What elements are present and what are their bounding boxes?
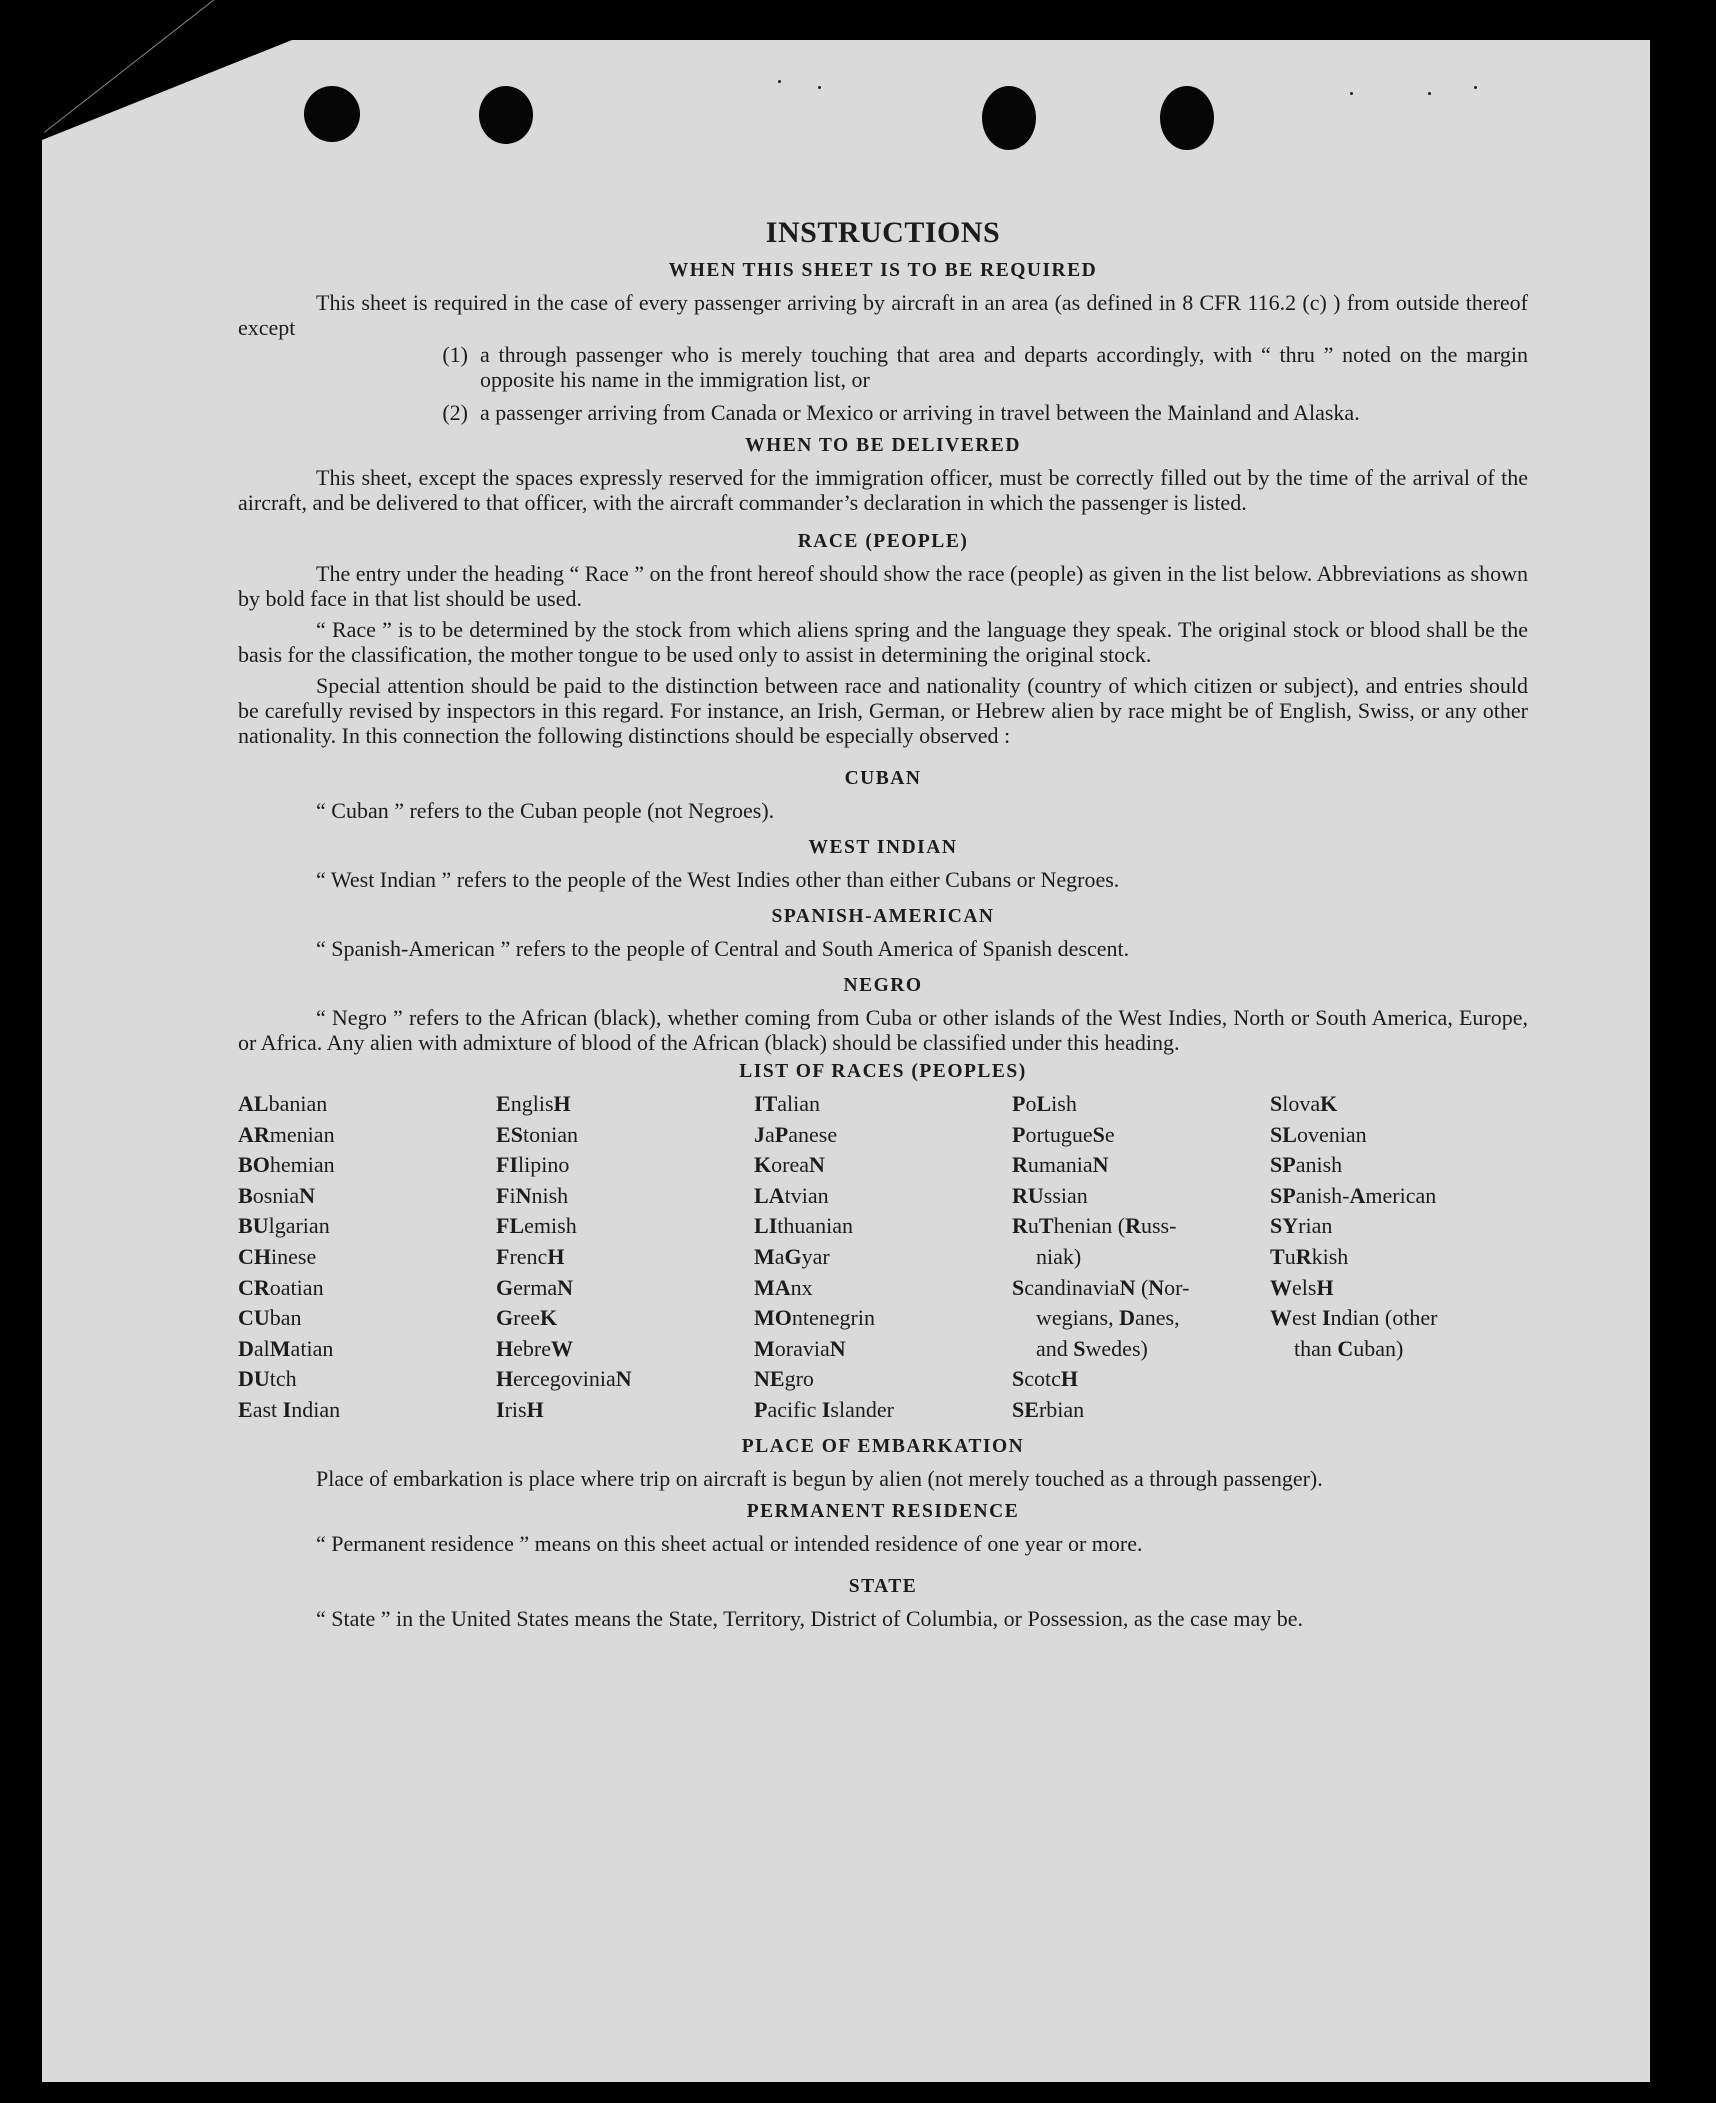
paragraph-residence: “ Permanent residence ” means on this sheet actual or intended residence of one year or more. bbox=[316, 1530, 1143, 1556]
speck bbox=[1428, 92, 1431, 95]
heading-race: RACE (PEOPLE) bbox=[797, 531, 969, 552]
race-entry: PoLish bbox=[1012, 1091, 1077, 1116]
race-entry: MaGyar bbox=[754, 1243, 830, 1269]
item-text: a passenger arriving from Canada or Mexico or arriving in travel between the Mainland and Alaska. bbox=[480, 400, 1360, 425]
race-entry: RuThenian (Russ- bbox=[1012, 1213, 1177, 1239]
race-entry: GermaN bbox=[496, 1274, 573, 1300]
heading-spanish-american: SPANISH-AMERICAN bbox=[771, 906, 995, 927]
paragraph-when-required: This sheet is required in the case of every passenger arriving by aircraft in an area (as defined in 8 CFR 116.2 (c) ) from outside thereof except bbox=[238, 290, 1528, 340]
heading-list-of-races: LIST OF RACES (PEOPLES) bbox=[739, 1061, 1027, 1082]
paragraph-spanish-american: “ Spanish-American ” refers to the people of Central and South America of Spanish descent. bbox=[316, 936, 1130, 961]
race-entry: SPanish bbox=[1270, 1152, 1343, 1178]
paragraph-race-3: Special attention should be paid to the distinction between race and nationality (country of which citizen or subject), and entries should be carefully revised by inspectors in this regard. For instance, an Irish, German, or Hebrew alien by race might be of English, Swiss, or any other nationality. In this connection the following distinctions should be especially observed : bbox=[238, 673, 1528, 748]
races-column bbox=[1270, 1089, 1528, 1426]
race-entry: Pacific Islander bbox=[754, 1396, 894, 1422]
races-column bbox=[754, 1089, 1012, 1426]
item-number: (1) bbox=[442, 342, 468, 367]
heading-negro: NEGRO bbox=[843, 975, 923, 996]
paragraph-negro: “ Negro ” refers to the African (black), whether coming from Cuba or other islands of the West Indies, North or South America, Europe, or Africa. Any alien with admixture of blood of the African (black) should be classified under this heading. bbox=[238, 1005, 1528, 1055]
exception-item-2 bbox=[238, 400, 1528, 425]
race-entry: SLovenian bbox=[1270, 1121, 1367, 1147]
race-entry: East Indian bbox=[238, 1396, 341, 1422]
heading-permanent-residence: PERMANENT RESIDENCE bbox=[746, 1500, 1020, 1522]
race-entry: FrencH bbox=[496, 1243, 565, 1269]
race-entry: MOntenegrin bbox=[754, 1305, 875, 1331]
race-entry: HercegoviniaN bbox=[496, 1366, 632, 1392]
race-entry: ARmenian bbox=[238, 1121, 335, 1147]
punch-hole bbox=[1160, 86, 1214, 150]
race-entry: wegians, Danes, bbox=[1036, 1305, 1180, 1331]
paragraph-when-delivered: This sheet, except the spaces expressly reserved for the immigration officer, must be correctly filled out by the time of the arrival of the aircraft, and be delivered to that officer, with the aircraft commander’s declaration in which the passenger is listed. bbox=[238, 465, 1528, 515]
race-entry: PortugueSe bbox=[1012, 1121, 1115, 1147]
races-column bbox=[238, 1089, 496, 1426]
paragraph-embarkation: Place of embarkation is place where trip on aircraft is begun by alien (not merely touched as a through passenger). bbox=[316, 1465, 1323, 1491]
race-entry: EnglisH bbox=[496, 1091, 571, 1116]
race-entry: ScotcH bbox=[1012, 1366, 1079, 1392]
instructions-content bbox=[238, 216, 1528, 1631]
item-text: a through passenger who is merely touching that area and departs accordingly, with “ thru ” noted on the margin opposite his name in the immigration list, or bbox=[480, 342, 1528, 392]
race-entry: and Swedes) bbox=[1036, 1335, 1148, 1361]
exception-item-1 bbox=[238, 342, 1528, 392]
paragraph-cuban: “ Cuban ” refers to the Cuban people (not Negroes). bbox=[316, 798, 775, 823]
race-entry: ScandinaviaN (Nor- bbox=[1012, 1274, 1190, 1300]
race-entry: RUssian bbox=[1012, 1182, 1088, 1208]
race-entry: niak) bbox=[1036, 1243, 1082, 1269]
paragraph-west-indian: “ West Indian ” refers to the people of the West Indies other than either Cubans or Negroes. bbox=[316, 867, 1120, 892]
document-page bbox=[42, 40, 1650, 2082]
race-entry: SErbian bbox=[1012, 1396, 1085, 1422]
race-entry: DUtch bbox=[238, 1366, 297, 1392]
race-entry: WelsH bbox=[1270, 1274, 1334, 1300]
race-entry: ALbanian bbox=[238, 1091, 328, 1116]
races-list bbox=[238, 1089, 1528, 1426]
race-entry: MAnx bbox=[754, 1274, 813, 1300]
paragraph-state: “ State ” in the United States means the State, Territory, District of Columbia, or Possession, as the case may be. bbox=[316, 1605, 1304, 1631]
races-column bbox=[496, 1089, 754, 1426]
race-entry: SYrian bbox=[1270, 1213, 1333, 1239]
speck bbox=[1474, 86, 1477, 89]
race-entry: CRoatian bbox=[238, 1274, 324, 1300]
race-entry: FiNnish bbox=[496, 1182, 569, 1208]
heading-west-indian: WEST INDIAN bbox=[808, 837, 958, 858]
page-title: INSTRUCTIONS bbox=[765, 216, 1001, 249]
race-entry: KoreaN bbox=[754, 1152, 825, 1178]
heading-when-required: WHEN THIS SHEET IS TO BE REQUIRED bbox=[668, 260, 1098, 281]
race-entry: SPanish-American bbox=[1270, 1182, 1437, 1208]
race-entry: NEgro bbox=[754, 1366, 814, 1392]
speck bbox=[1350, 92, 1353, 95]
race-entry: MoraviaN bbox=[754, 1335, 846, 1361]
race-entry: West Indian (other bbox=[1270, 1305, 1438, 1331]
race-entry: LAtvian bbox=[754, 1182, 829, 1208]
race-entry: LIthuanian bbox=[754, 1213, 854, 1239]
heading-state: STATE bbox=[848, 1575, 918, 1597]
race-entry: DalMatian bbox=[238, 1335, 334, 1361]
punch-hole bbox=[479, 86, 533, 144]
race-entry: HebreW bbox=[496, 1335, 573, 1361]
folded-corner bbox=[42, 40, 292, 140]
race-entry: BosniaN bbox=[238, 1182, 316, 1208]
race-entry: JaPanese bbox=[754, 1121, 838, 1147]
heading-cuban: CUBAN bbox=[844, 768, 922, 789]
race-entry: IrisH bbox=[496, 1396, 544, 1422]
race-entry: EStonian bbox=[496, 1121, 578, 1147]
heading-when-delivered: WHEN TO BE DELIVERED bbox=[745, 435, 1021, 456]
race-entry: ITalian bbox=[754, 1091, 821, 1116]
race-entry: GreeK bbox=[496, 1305, 558, 1331]
race-entry: SlovaK bbox=[1270, 1091, 1338, 1116]
paragraph-race-2: “ Race ” is to be determined by the stock from which aliens spring and the language they speak. The original stock or blood shall be the basis for the classification, the mother tongue to be used only to assist in determining the original stock. bbox=[238, 617, 1528, 667]
races-column bbox=[1012, 1089, 1270, 1426]
race-entry: FLemish bbox=[496, 1213, 577, 1239]
race-entry: BOhemian bbox=[238, 1152, 335, 1178]
race-entry: than Cuban) bbox=[1294, 1335, 1404, 1361]
race-entry: CUban bbox=[238, 1305, 302, 1331]
race-entry: TuRkish bbox=[1270, 1243, 1349, 1269]
race-entry: FIlipino bbox=[496, 1152, 570, 1178]
paragraph-race-1: The entry under the heading “ Race ” on the front hereof should show the race (people) as given in the list below. Abbreviations as shown by bold face in that list should be used. bbox=[238, 561, 1528, 611]
race-entry: BUlgarian bbox=[238, 1213, 330, 1239]
speck bbox=[778, 80, 781, 83]
race-entry: CHinese bbox=[238, 1243, 317, 1269]
item-number: (2) bbox=[442, 400, 468, 425]
punch-hole bbox=[982, 86, 1036, 150]
race-entry: RumaniaN bbox=[1012, 1152, 1109, 1178]
speck bbox=[818, 86, 821, 89]
punch-hole bbox=[304, 86, 360, 142]
heading-place-of-embarkation: PLACE OF EMBARKATION bbox=[741, 1435, 1025, 1457]
